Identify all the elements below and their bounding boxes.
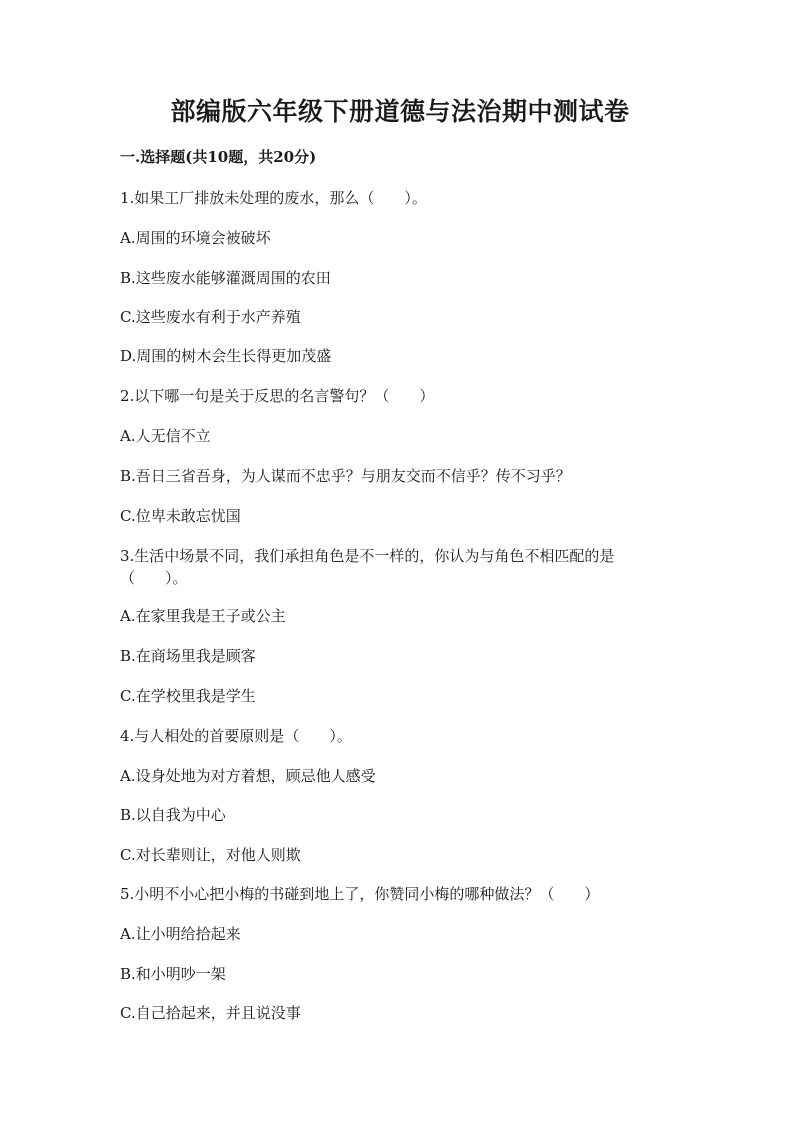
question-1-option-c: C.这些废水有利于水产养殖 [120, 308, 301, 326]
question-1-stem: 1.如果工厂排放未处理的废水，那么（ ）。 [120, 189, 427, 207]
question-3-option-a: A.在家里我是王子或公主 [120, 607, 286, 625]
question-1-option-d: D.周围的树木会生长得更加茂盛 [120, 347, 332, 365]
section-heading: 一.选择题(共10题，共20分) [120, 148, 317, 166]
question-3-option-b: B.在商场里我是顾客 [120, 647, 256, 665]
question-5-option-a: A.让小明给拾起来 [120, 925, 241, 943]
question-2-option-b: B.吾日三省吾身，为人谋而不忠乎？与朋友交而不信乎？传不习乎？ [120, 467, 571, 485]
page-title: 部编版六年级下册道德与法治期中测试卷 [170, 97, 630, 126]
question-2-stem: 2.以下哪一句是关于反思的名言警句？（ ） [120, 387, 435, 405]
question-3-stem-line-1: 3.生活中场景不同，我们承担角色是不一样的，你认为与角色不相匹配的是 [120, 547, 615, 565]
question-5-stem: 5.小明不小心把小梅的书碰到地上了，你赞同小梅的哪种做法？（ ） [120, 885, 600, 903]
question-5-option-b: B.和小明吵一架 [120, 965, 226, 983]
question-3-option-c: C.在学校里我是学生 [120, 687, 256, 705]
question-1-option-b: B.这些废水能够灌溉周围的农田 [120, 269, 331, 287]
question-2-option-a: A.人无信不立 [120, 427, 211, 445]
question-5-option-c: C.自己拾起来，并且说没事 [120, 1004, 301, 1022]
question-4-option-b: B.以自我为中心 [120, 806, 226, 824]
question-4-stem: 4.与人相处的首要原则是（ ）。 [120, 727, 352, 745]
question-4-option-a: A.设身处地为对方着想，顾忌他人感受 [120, 767, 376, 785]
question-1-option-a: A.周围的环境会被破坏 [120, 229, 271, 247]
question-3-stem-line-2: （ ）。 [120, 569, 188, 587]
question-4-option-c: C.对长辈则让，对他人则欺 [120, 846, 301, 864]
question-2-option-c: C.位卑未敢忘忧国 [120, 507, 241, 525]
